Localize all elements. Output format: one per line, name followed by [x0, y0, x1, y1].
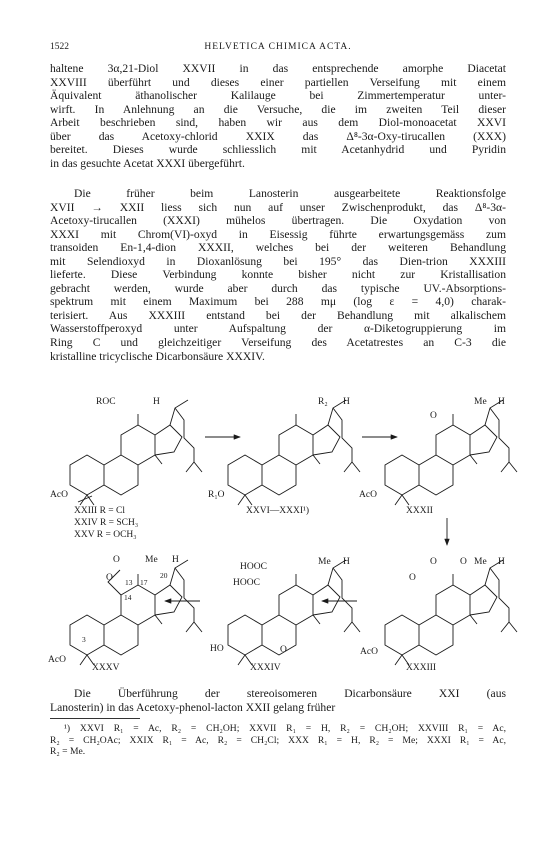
structure-label: O — [430, 411, 437, 421]
text-line: mit Selendioxyd in Dioxanlösung bei 195° das Dien-trion XXXIII — [50, 254, 506, 268]
structure-label: O — [280, 645, 287, 655]
structure-label: Me — [474, 557, 487, 567]
structure-label: H — [498, 397, 505, 407]
text-line: transoiden En-1,4-dion XXXII, welches bei der weiteren Behandlung — [50, 241, 506, 255]
structure-xxxiv — [228, 560, 360, 665]
structure-label: Me — [145, 555, 158, 565]
structure-label: ROC — [96, 397, 116, 407]
structure-label: AcO — [50, 490, 68, 500]
structure-label: R₁O — [208, 490, 225, 500]
structure-xxxv — [70, 560, 202, 665]
page-number: 1522 — [50, 42, 69, 52]
text-line: Arbeit beschrieben sind, haben wir aus dem Diol-monoacetat XXVI — [50, 116, 506, 130]
structure-label: O — [409, 573, 416, 583]
text-line: wirft. In Anlehnung an die Versuche, die im zweiten Teil dieser — [50, 102, 506, 116]
text-line: terisiert. Aus XXXIII entstand bei der Behandlung mit alkalischem — [50, 308, 506, 322]
structure-label: O — [113, 555, 120, 565]
text-line: XVII → XXII liess sich nun auf unser Zwischenprodukt, das Δ⁸-3α- — [50, 200, 506, 214]
compound-label: XXIV R = SCH₃ — [74, 518, 139, 528]
text-line: bereitet. Dieses wurde schliesslich mit Acetanhydrid und Pyridin — [50, 143, 506, 157]
text-line: Acetoxy-tirucallen (XXXI) mühelos übertragen. Die Oxydation von — [50, 214, 506, 228]
structure-label: AcO — [360, 647, 378, 657]
structure-label: AcO — [359, 490, 377, 500]
text-line: in das gesuchte Acetat XXXI übergeführt. — [50, 156, 245, 170]
text-line: XXVIII überführt und dieses einer partiellen Verseifung mit einem — [50, 75, 506, 89]
paragraph-3 — [50, 687, 506, 714]
structure-xxxii — [385, 400, 517, 505]
text-line: Lanosterin) in das Acetoxy-phenol-lacton XXII gelang früher — [50, 700, 336, 714]
text-line: lieferte. Diese Verbindung konnte bisher nicht zur Kristallisation — [50, 268, 506, 282]
footnote — [50, 723, 506, 758]
reaction-scheme — [0, 380, 556, 686]
structure-label: 17 — [140, 578, 148, 587]
text-line: Wasserstoffperoxyd unter Aufspaltung der α-Diketogruppierung im — [50, 322, 506, 336]
text-line: über das Acetoxy-chlorid XXIX das Δ⁸-3α-Oxy-tirucallen (XXX) — [50, 129, 506, 143]
structure-label: H — [153, 397, 160, 407]
text-line: Ring C und gleichzeitiger Verseifung des Acetatrestes an C-3 die — [50, 336, 506, 350]
text-line: kristalline tricyclische Dicarbonsäure XXXIV. — [50, 349, 265, 363]
structure-label: Me — [474, 397, 487, 407]
structure-label: HOOC — [233, 578, 260, 588]
compound-label: XXV R = OCH₃ — [74, 530, 137, 540]
compound-label: XXXIV — [250, 663, 281, 673]
footnote-line: R₂ = Me. — [50, 746, 86, 757]
structure-xxiii-xxv — [70, 400, 202, 505]
paragraph-2 — [50, 187, 506, 363]
text-line: spektrum mit einem Maximum bei 288 mμ (log ε = 4,0) charak- — [50, 295, 506, 309]
page-header — [50, 42, 506, 56]
structure-label: 20 — [160, 571, 168, 580]
compound-label: XXXV — [92, 663, 120, 673]
structure-label: O — [430, 557, 437, 567]
footnote-line: R₂ = CH₂OAc; XXIX R₁ = Ac, R₂ = CH₂Cl; XXX R₁ = H, R₂ = Me; XXXI R₁ = Ac, — [50, 734, 506, 746]
compound-label: XXXIII — [406, 663, 437, 673]
structure-label: H — [343, 397, 350, 407]
structure-label: 14 — [124, 593, 132, 602]
journal-title: HELVETICA CHIMICA ACTA. — [204, 42, 352, 52]
structure-label: H — [498, 557, 505, 567]
structure-label: Me — [318, 557, 331, 567]
structure-label: HO — [210, 644, 224, 654]
text-line: gebracht werden, wurde aber durch das typische UV.-Absorptions- — [50, 281, 506, 295]
structure-label: O — [106, 573, 113, 583]
structure-label: O — [460, 557, 467, 567]
structure-label: AcO — [48, 655, 66, 665]
structure-label: H — [172, 555, 179, 565]
compound-label: XXVI—XXXI¹) — [246, 506, 310, 516]
structure-xxvi-xxxi — [228, 400, 360, 505]
footnote-rule — [50, 718, 140, 719]
structure-label: HOOC — [240, 562, 267, 572]
structure-label: 3 — [82, 635, 86, 644]
paragraph-1 — [50, 62, 506, 170]
compound-label: XXIII R = Cl — [74, 506, 126, 516]
structure-xxxiii — [385, 560, 517, 665]
structure-label: R₂ — [318, 397, 328, 407]
footnote-line: ¹) XXVI R₁ = Ac, R₂ = CH₂OH; XXVII R₁ = H, R₂ = CH₂OH; XXVIII R₁ = Ac, — [64, 723, 506, 734]
text-line: Die Überführung der stereoisomeren Dicarbonsäure XXI (aus — [74, 687, 506, 700]
compound-label: XXXII — [406, 506, 433, 516]
text-line: Die früher beim Lanosterin ausgearbeitete Reaktionsfolge — [74, 187, 506, 200]
text-line: Äquivalent äthanolischer Kalilauge bei Zimmertemperatur unter- — [50, 89, 506, 103]
text-line: haltene 3α,21-Diol XXVII in das entsprechende amorphe Diacetat — [50, 62, 506, 75]
structure-label: H — [343, 557, 350, 567]
text-line: XXXI mit Chrom(VI)-oxyd in Eisessig führte erwartungsgemäss zum — [50, 227, 506, 241]
structure-label: 13 — [125, 578, 133, 587]
